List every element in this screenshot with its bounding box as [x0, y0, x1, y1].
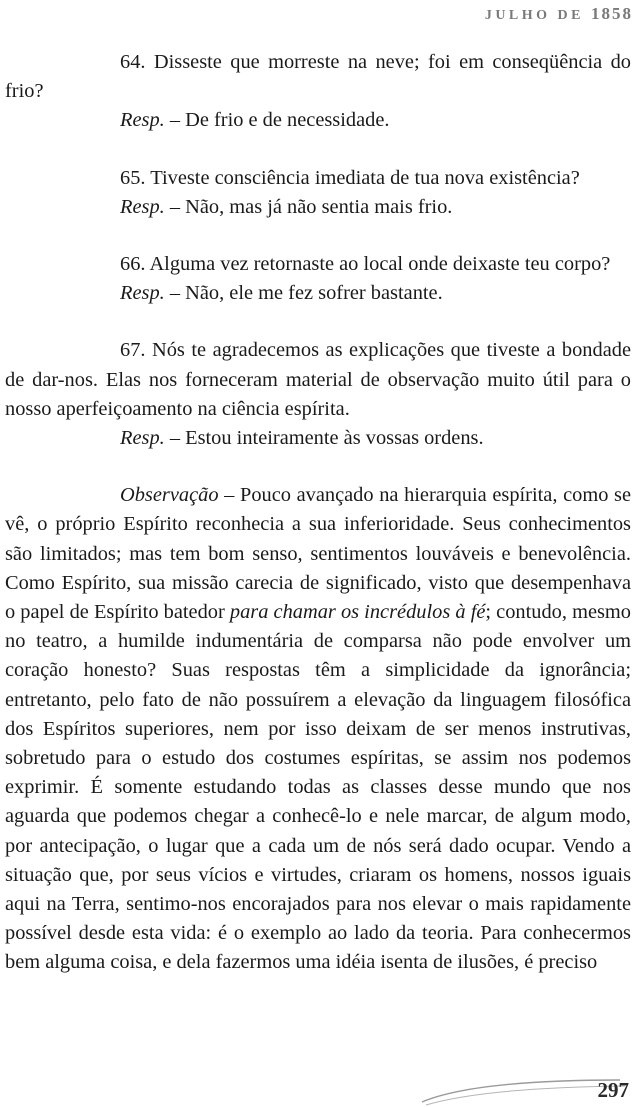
answer-64 — [5, 106, 631, 135]
observation-label: Observação — [120, 484, 219, 507]
answer-text: – De frio e de necessidade. — [164, 109, 390, 132]
observation-paragraph — [5, 481, 631, 977]
answer-text: – Estou inteiramente às vossas ordens. — [164, 427, 484, 450]
page-body — [5, 48, 631, 978]
observation-text-1: – Pouco avançado na hierarquia espírita, como se vê, o próprio Espírito reconhecia a sua inferioridade. Seus conhecimentos são limitados; mas tem bom senso, sentimentos louváveis e benevolência. Como Espírito, sua missão carecia de significado, visto que desempenhava o papel de Espírito batedor — [5, 484, 631, 624]
header-year: 1858 — [591, 4, 633, 23]
running-title: JULHO DE — [484, 8, 584, 23]
answer-text: – Não, mas já não sentia mais frio. — [164, 195, 453, 218]
page-number: 297 — [597, 1078, 629, 1102]
question-67: 67. Nós te agradecemos as explicações que tiveste a bondade de dar-nos. Elas nos forneceram material de observação muito útil para o nosso aperfeiçoamento na ciência espírita. — [5, 339, 631, 420]
running-header — [485, 4, 633, 24]
resp-label: Resp. — [120, 282, 165, 305]
answer-text: – Não, ele me fez sofrer bastante. — [164, 282, 443, 305]
resp-label: Resp. — [120, 427, 165, 450]
page-footer — [420, 1072, 641, 1107]
answer-65 — [5, 193, 631, 222]
answer-66 — [5, 279, 631, 308]
question-65: 65. Tiveste consciência imediata de tua nova existência? — [120, 166, 580, 189]
question-64: 64. Disseste que morreste na neve; foi em conseqüência do frio? — [5, 51, 631, 103]
observation-text-2: ; contudo, mesmo no teatro, a humilde indumentária de comparsa não pode envolver um coração honesto? Suas respostas têm a simplicidade da ignorância; entretanto, pelo fato de não possuírem a elevação da linguagem filosófica dos Espíritos superiores, nem por isso deixam de ser menos instrutivas, sobretudo para o estudo dos costumes espíritas, se assim nos podemos exprimir. É somente estudando todas as classes desse mundo que nos aguarda que podemos chegar a conhecê-lo e nele marcar, de algum modo, por antecipação, o lugar que a cada um de nós será dado ocupar. Vendo a situação que, por seus vícios e virtudes, criaram os homens, nossos iguais aqui na Terra, sentimo-nos encorajados para nos elevar o mais rapidamente possível desde esta vida: é o exemplo ao lado da teoria. Para conhecermos bem alguma coisa, e dela fazermos uma idéia isenta de ilusões, é preciso — [5, 601, 631, 974]
resp-label: Resp. — [120, 195, 165, 218]
answer-67 — [5, 424, 631, 453]
resp-label: Resp. — [120, 109, 165, 132]
observation-italic: para chamar os incrédulos à fé — [229, 601, 486, 624]
question-66: 66. Alguma vez retornaste ao local onde deixaste teu corpo? — [120, 253, 611, 276]
